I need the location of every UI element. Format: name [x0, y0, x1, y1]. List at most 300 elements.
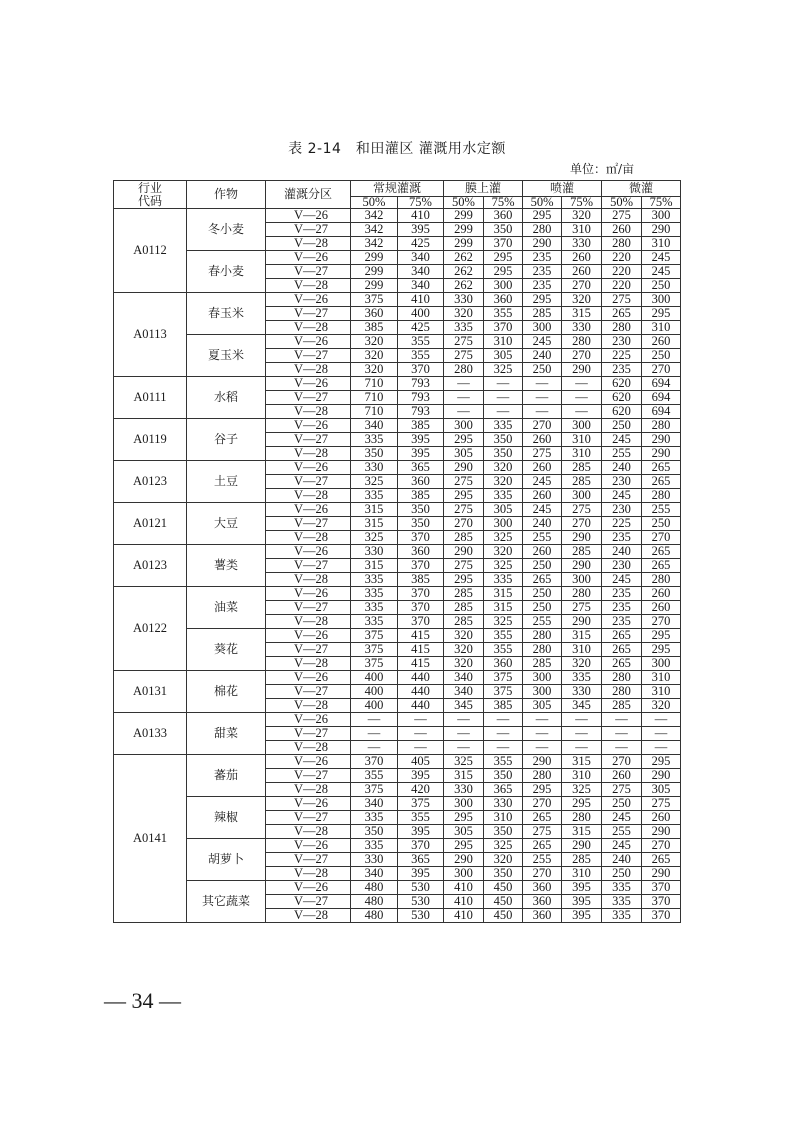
quota-value: 410 [398, 209, 444, 223]
quota-value: 340 [351, 867, 398, 881]
quota-value: 375 [351, 643, 398, 657]
quota-value: 385 [398, 573, 444, 587]
quota-value: 385 [398, 489, 444, 503]
quota-value: 300 [484, 517, 523, 531]
header-frequency: 50% [444, 197, 484, 209]
quota-value: 300 [444, 419, 484, 433]
quota-value: 220 [602, 279, 642, 293]
quota-value: 250 [523, 559, 562, 573]
quota-value: 290 [642, 769, 681, 783]
quota-value: 320 [444, 657, 484, 671]
quota-value: 260 [602, 769, 642, 783]
quota-value: 290 [642, 447, 681, 461]
irrigation-quota-table [113, 180, 681, 923]
quota-value: 310 [484, 811, 523, 825]
quota-value: 350 [351, 825, 398, 839]
header-method: 喷灌 [523, 181, 602, 197]
quota-value: 270 [642, 839, 681, 853]
quota-value: 310 [562, 769, 602, 783]
quota-value: 290 [562, 531, 602, 545]
quota-value: 290 [562, 839, 602, 853]
quota-value: 285 [444, 587, 484, 601]
quota-value: 265 [642, 545, 681, 559]
quota-value: 370 [484, 321, 523, 335]
quota-value: — [484, 727, 523, 741]
quota-value: 270 [562, 279, 602, 293]
header-frequency: 50% [523, 197, 562, 209]
quota-value: 275 [523, 447, 562, 461]
quota-value: 245 [602, 433, 642, 447]
quota-value: 320 [562, 657, 602, 671]
quota-value: 250 [523, 601, 562, 615]
quota-value: 260 [562, 251, 602, 265]
quota-value: 360 [351, 307, 398, 321]
industry-code: A0123 [114, 545, 187, 587]
quota-value: 310 [562, 867, 602, 881]
quota-value: — [602, 727, 642, 741]
crop-name: 葵花 [187, 629, 266, 671]
quota-value: 230 [602, 559, 642, 573]
quota-value: 255 [602, 447, 642, 461]
quota-value: — [444, 405, 484, 419]
irrigation-zone: V—26 [266, 587, 351, 601]
quota-value: 370 [398, 601, 444, 615]
irrigation-zone: V—27 [266, 853, 351, 867]
quota-value: 290 [444, 545, 484, 559]
quota-value: 420 [398, 783, 444, 797]
quota-value: 320 [444, 307, 484, 321]
quota-value: 290 [562, 615, 602, 629]
quota-value: 340 [444, 671, 484, 685]
quota-value: 290 [642, 433, 681, 447]
quota-value: 255 [523, 531, 562, 545]
quota-value: 335 [351, 811, 398, 825]
quota-value: 280 [523, 223, 562, 237]
quota-value: 395 [398, 769, 444, 783]
quota-value: 365 [398, 853, 444, 867]
quota-value: 220 [602, 251, 642, 265]
quota-value: 299 [351, 279, 398, 293]
industry-code: A0141 [114, 755, 187, 923]
quota-value: 395 [398, 825, 444, 839]
irrigation-zone: V—26 [266, 377, 351, 391]
quota-value: 325 [562, 783, 602, 797]
table-row [114, 377, 681, 391]
quota-value: — [642, 741, 681, 755]
header-crop: 作物 [187, 181, 266, 209]
quota-value: 440 [398, 671, 444, 685]
quota-value: 355 [484, 755, 523, 769]
quota-value: — [351, 741, 398, 755]
quota-value: 710 [351, 391, 398, 405]
quota-value: 300 [523, 321, 562, 335]
crop-name: 春玉米 [187, 293, 266, 335]
quota-value: 250 [523, 363, 562, 377]
irrigation-zone: V—27 [266, 223, 351, 237]
quota-value: 355 [398, 349, 444, 363]
quota-value: 280 [444, 363, 484, 377]
quota-value: — [444, 741, 484, 755]
quota-value: 360 [523, 895, 562, 909]
quota-value: 793 [398, 405, 444, 419]
quota-value: 350 [484, 769, 523, 783]
industry-code: A0122 [114, 587, 187, 671]
quota-value: 395 [398, 867, 444, 881]
irrigation-zone: V—26 [266, 545, 351, 559]
quota-value: 240 [602, 545, 642, 559]
quota-value: 335 [602, 909, 642, 923]
quota-value: 250 [602, 419, 642, 433]
quota-value: 245 [523, 335, 562, 349]
quota-value: 310 [642, 685, 681, 699]
quota-value: — [398, 727, 444, 741]
irrigation-zone: V—26 [266, 209, 351, 223]
quota-value: 694 [642, 377, 681, 391]
quota-value: 235 [602, 587, 642, 601]
page-number: — 34 — [104, 988, 181, 1013]
quota-value: 305 [523, 699, 562, 713]
quota-value: 793 [398, 377, 444, 391]
quota-value: 375 [351, 293, 398, 307]
industry-code: A0123 [114, 461, 187, 503]
quota-value: 300 [523, 685, 562, 699]
header-frequency: 50% [602, 197, 642, 209]
quota-value: — [444, 377, 484, 391]
quota-value: 275 [444, 475, 484, 489]
quota-value: 375 [351, 783, 398, 797]
header-method: 常规灌溉 [351, 181, 444, 197]
industry-code: A0113 [114, 293, 187, 377]
quota-value: — [562, 377, 602, 391]
quota-value: 315 [444, 769, 484, 783]
crop-name: 春小麦 [187, 251, 266, 293]
quota-value: 360 [523, 909, 562, 923]
quota-value: 230 [602, 335, 642, 349]
table-row [114, 293, 681, 307]
quota-value: 265 [642, 461, 681, 475]
quota-value: 450 [484, 895, 523, 909]
header-frequency: 75% [398, 197, 444, 209]
quota-value: 315 [484, 601, 523, 615]
quota-value: 305 [444, 825, 484, 839]
quota-value: — [484, 405, 523, 419]
quota-value: — [484, 741, 523, 755]
table-row [114, 881, 681, 895]
quota-value: 260 [642, 587, 681, 601]
quota-value: 300 [642, 209, 681, 223]
quota-value: 225 [602, 349, 642, 363]
quota-value: 270 [523, 867, 562, 881]
quota-value: 350 [484, 433, 523, 447]
quota-value: 285 [562, 853, 602, 867]
quota-value: 295 [642, 755, 681, 769]
quota-value: 270 [523, 797, 562, 811]
table-row [114, 713, 681, 727]
table-row [114, 419, 681, 433]
irrigation-zone: V—26 [266, 671, 351, 685]
irrigation-zone: V—26 [266, 335, 351, 349]
quota-value: 290 [642, 223, 681, 237]
quota-value: 270 [444, 517, 484, 531]
header-code: 行业 代码 [114, 181, 187, 209]
header-frequency: 50% [351, 197, 398, 209]
irrigation-zone: V—28 [266, 909, 351, 923]
quota-value: 310 [562, 447, 602, 461]
irrigation-zone: V—26 [266, 629, 351, 643]
quota-value: 299 [444, 223, 484, 237]
quota-value: 350 [351, 447, 398, 461]
quota-value: 410 [444, 881, 484, 895]
irrigation-zone: V—26 [266, 419, 351, 433]
quota-value: 345 [444, 699, 484, 713]
quota-value: 285 [602, 699, 642, 713]
quota-value: 300 [484, 279, 523, 293]
quota-value: 315 [562, 755, 602, 769]
irrigation-zone: V—27 [266, 559, 351, 573]
industry-code: A0133 [114, 713, 187, 755]
quota-value: 320 [444, 643, 484, 657]
crop-name: 谷子 [187, 419, 266, 461]
table-row [114, 335, 681, 349]
quota-value: 400 [351, 699, 398, 713]
quota-value: 280 [523, 629, 562, 643]
quota-value: 250 [602, 797, 642, 811]
quota-value: 360 [398, 475, 444, 489]
quota-value: 280 [562, 587, 602, 601]
quota-value: 220 [602, 265, 642, 279]
quota-value: 320 [484, 461, 523, 475]
quota-value: 270 [642, 363, 681, 377]
irrigation-zone: V—28 [266, 363, 351, 377]
quota-value: 370 [398, 363, 444, 377]
table-row [114, 629, 681, 643]
quota-value: 245 [523, 475, 562, 489]
quota-value: — [523, 405, 562, 419]
quota-value: 295 [444, 811, 484, 825]
quota-value: 480 [351, 895, 398, 909]
quota-value: 335 [351, 587, 398, 601]
quota-value: — [484, 391, 523, 405]
quota-value: 240 [602, 461, 642, 475]
irrigation-zone: V—26 [266, 461, 351, 475]
irrigation-zone: V—28 [266, 321, 351, 335]
quota-value: 350 [398, 503, 444, 517]
header-frequency: 75% [642, 197, 681, 209]
quota-value: 450 [484, 909, 523, 923]
quota-value: 395 [398, 447, 444, 461]
quota-value: 370 [398, 587, 444, 601]
quota-value: — [602, 713, 642, 727]
table-row [114, 587, 681, 601]
quota-value: 355 [351, 769, 398, 783]
quota-value: 315 [484, 587, 523, 601]
quota-value: 245 [602, 811, 642, 825]
quota-value: 315 [351, 517, 398, 531]
irrigation-zone: V—27 [266, 643, 351, 657]
quota-value: 710 [351, 405, 398, 419]
quota-value: — [562, 727, 602, 741]
irrigation-zone: V—27 [266, 811, 351, 825]
header-frequency: 75% [562, 197, 602, 209]
quota-value: 295 [523, 209, 562, 223]
quota-value: 335 [351, 839, 398, 853]
quota-value: — [398, 713, 444, 727]
quota-value: 370 [398, 559, 444, 573]
quota-value: 235 [523, 251, 562, 265]
quota-value: 375 [484, 685, 523, 699]
quota-value: 350 [484, 447, 523, 461]
quota-value: 262 [444, 251, 484, 265]
quota-value: 295 [484, 251, 523, 265]
irrigation-zone: V—27 [266, 307, 351, 321]
quota-value: 295 [444, 433, 484, 447]
quota-value: 440 [398, 699, 444, 713]
quota-value: 335 [351, 489, 398, 503]
quota-value: 255 [642, 503, 681, 517]
quota-value: 235 [602, 363, 642, 377]
quota-value: 285 [562, 461, 602, 475]
quota-value: 325 [484, 363, 523, 377]
quota-value: 285 [523, 657, 562, 671]
quota-value: 330 [351, 461, 398, 475]
quota-value: 262 [444, 265, 484, 279]
irrigation-zone: V—27 [266, 433, 351, 447]
quota-value: 410 [444, 909, 484, 923]
header-method: 膜上灌 [444, 181, 523, 197]
quota-value: 310 [484, 335, 523, 349]
quota-value: 375 [398, 797, 444, 811]
quota-value: 450 [484, 881, 523, 895]
quota-value: 300 [444, 867, 484, 881]
quota-value: 262 [444, 279, 484, 293]
quota-value: 315 [562, 307, 602, 321]
quota-value: — [444, 713, 484, 727]
quota-value: 230 [602, 503, 642, 517]
quota-value: 342 [351, 223, 398, 237]
quota-value: 300 [523, 671, 562, 685]
quota-value: 285 [444, 601, 484, 615]
irrigation-zone: V—26 [266, 713, 351, 727]
quota-value: 395 [562, 909, 602, 923]
quota-value: 265 [602, 643, 642, 657]
quota-value: 330 [562, 321, 602, 335]
quota-value: 335 [484, 573, 523, 587]
quota-value: 315 [562, 629, 602, 643]
irrigation-zone: V—28 [266, 237, 351, 251]
quota-value: 370 [398, 839, 444, 853]
quota-value: 265 [602, 657, 642, 671]
header-row [114, 181, 681, 197]
quota-value: 295 [562, 797, 602, 811]
irrigation-zone: V—26 [266, 797, 351, 811]
crop-name: 薯类 [187, 545, 266, 587]
quota-value: — [484, 713, 523, 727]
quota-value: 270 [642, 531, 681, 545]
quota-value: 315 [351, 503, 398, 517]
quota-value: 370 [642, 881, 681, 895]
quota-value: 530 [398, 881, 444, 895]
quota-value: 385 [484, 699, 523, 713]
quota-value: 300 [562, 573, 602, 587]
irrigation-zone: V—27 [266, 685, 351, 699]
quota-value: 300 [642, 657, 681, 671]
quota-value: 235 [602, 615, 642, 629]
quota-value: 265 [642, 853, 681, 867]
quota-value: 710 [351, 377, 398, 391]
quota-value: 255 [523, 615, 562, 629]
quota-value: 315 [562, 825, 602, 839]
quota-value: 265 [642, 475, 681, 489]
quota-value: 415 [398, 643, 444, 657]
quota-value: 250 [642, 279, 681, 293]
quota-value: 340 [398, 265, 444, 279]
quota-value: 280 [642, 489, 681, 503]
quota-value: 330 [444, 783, 484, 797]
quota-value: — [523, 727, 562, 741]
quota-value: — [444, 727, 484, 741]
irrigation-zone: V—27 [266, 769, 351, 783]
quota-value: 270 [523, 419, 562, 433]
quota-value: 355 [398, 811, 444, 825]
irrigation-zone: V—27 [266, 517, 351, 531]
crop-name: 水稻 [187, 377, 266, 419]
quota-value: 335 [602, 895, 642, 909]
irrigation-zone: V—26 [266, 503, 351, 517]
quota-value: 410 [444, 895, 484, 909]
crop-name: 棉花 [187, 671, 266, 713]
quota-value: — [351, 727, 398, 741]
unit-label: 单位：㎡/亩 [570, 162, 635, 176]
irrigation-zone: V—27 [266, 895, 351, 909]
quota-value: 350 [398, 517, 444, 531]
quota-value: 320 [484, 853, 523, 867]
quota-value: 360 [523, 881, 562, 895]
quota-value: 285 [562, 475, 602, 489]
quota-value: 320 [562, 293, 602, 307]
quota-value: 260 [523, 545, 562, 559]
quota-value: 620 [602, 405, 642, 419]
quota-value: 360 [484, 657, 523, 671]
quota-value: 295 [642, 307, 681, 321]
quota-value: — [642, 727, 681, 741]
quota-value: — [562, 713, 602, 727]
irrigation-zone: V—28 [266, 825, 351, 839]
crop-name: 夏玉米 [187, 335, 266, 377]
quota-value: 245 [602, 489, 642, 503]
quota-value: 370 [398, 531, 444, 545]
quota-value: 395 [398, 223, 444, 237]
quota-value: 350 [484, 223, 523, 237]
quota-value: 320 [444, 629, 484, 643]
quota-value: 245 [523, 503, 562, 517]
crop-name: 辣椒 [187, 797, 266, 839]
industry-code: A0121 [114, 503, 187, 545]
quota-value: 342 [351, 209, 398, 223]
quota-value: 340 [398, 251, 444, 265]
quota-value: 325 [351, 531, 398, 545]
quota-value: 310 [642, 321, 681, 335]
quota-value: 270 [602, 755, 642, 769]
quota-value: 620 [602, 391, 642, 405]
quota-value: 395 [562, 895, 602, 909]
quota-value: 335 [444, 321, 484, 335]
quota-value: 290 [444, 461, 484, 475]
quota-value: 280 [602, 671, 642, 685]
quota-value: 280 [602, 321, 642, 335]
quota-value: 265 [642, 559, 681, 573]
quota-value: 335 [351, 573, 398, 587]
crop-name: 蕃茄 [187, 755, 266, 797]
